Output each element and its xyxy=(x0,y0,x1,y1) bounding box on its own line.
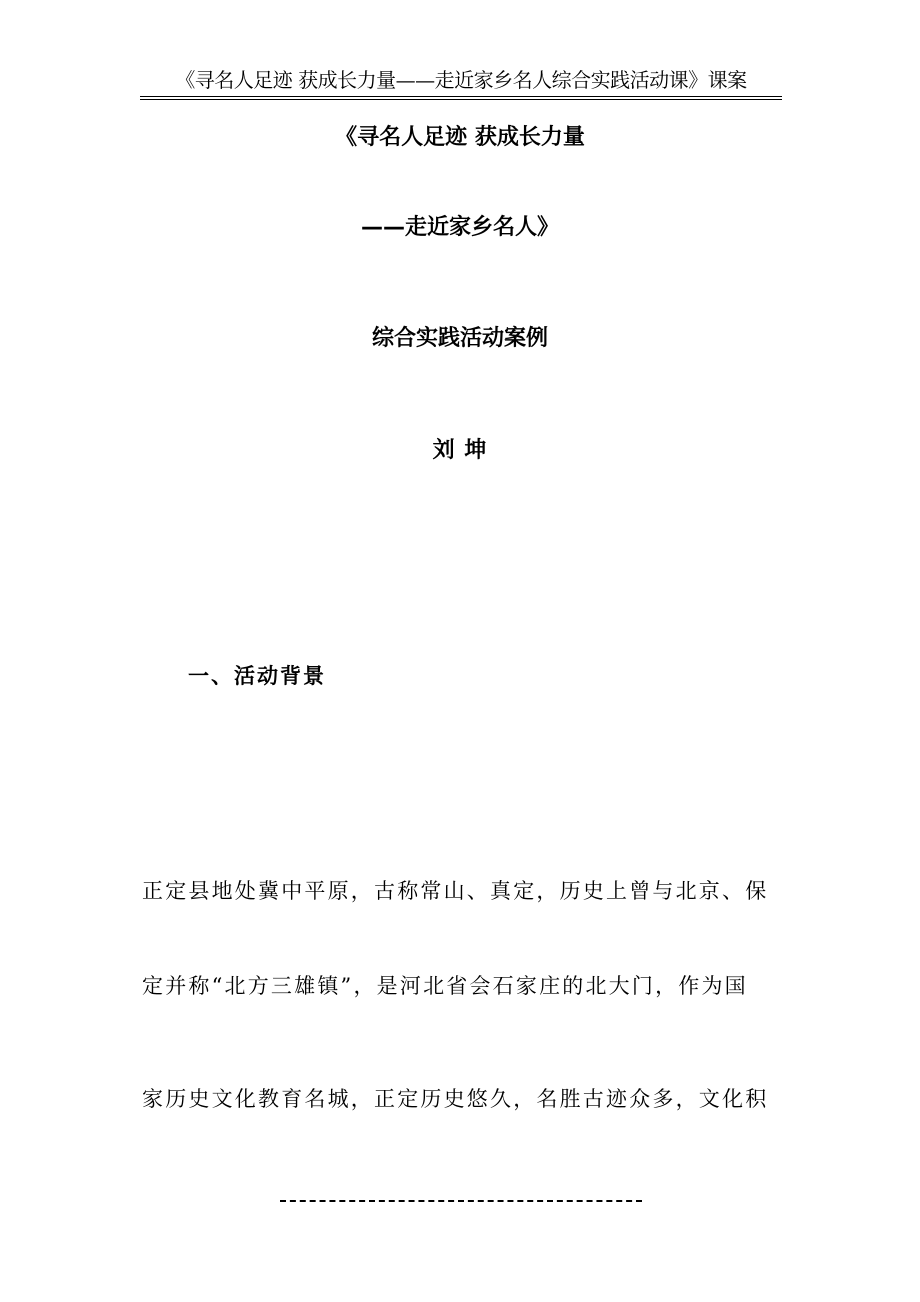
document-title-line-1: 《寻名人足迹 获成长力量 xyxy=(335,125,585,150)
footer-dashed-rule xyxy=(280,1200,642,1202)
document-subtitle: 综合实践活动案例 xyxy=(371,326,548,351)
section-heading-background: 一、活动背景 xyxy=(188,663,326,688)
document-author: 刘 坤 xyxy=(432,438,488,463)
paragraph-line-2: 定并称“北方三雄镇”，是河北省会石家庄的北大门，作为国 xyxy=(142,974,748,998)
running-header: 《寻名人足迹 获成长力量——走近家乡名人综合实践活动课》课案 xyxy=(140,64,782,97)
document-title-line-2: ——走近家乡名人》 xyxy=(360,215,559,240)
paragraph-line-3: 家历史文化教育名城，正定历史悠久，名胜古迹众多，文化积 xyxy=(142,1087,769,1111)
paragraph-line-1: 正定县地处冀中平原，古称常山、真定，历史上曾与北京、保 xyxy=(142,879,769,903)
